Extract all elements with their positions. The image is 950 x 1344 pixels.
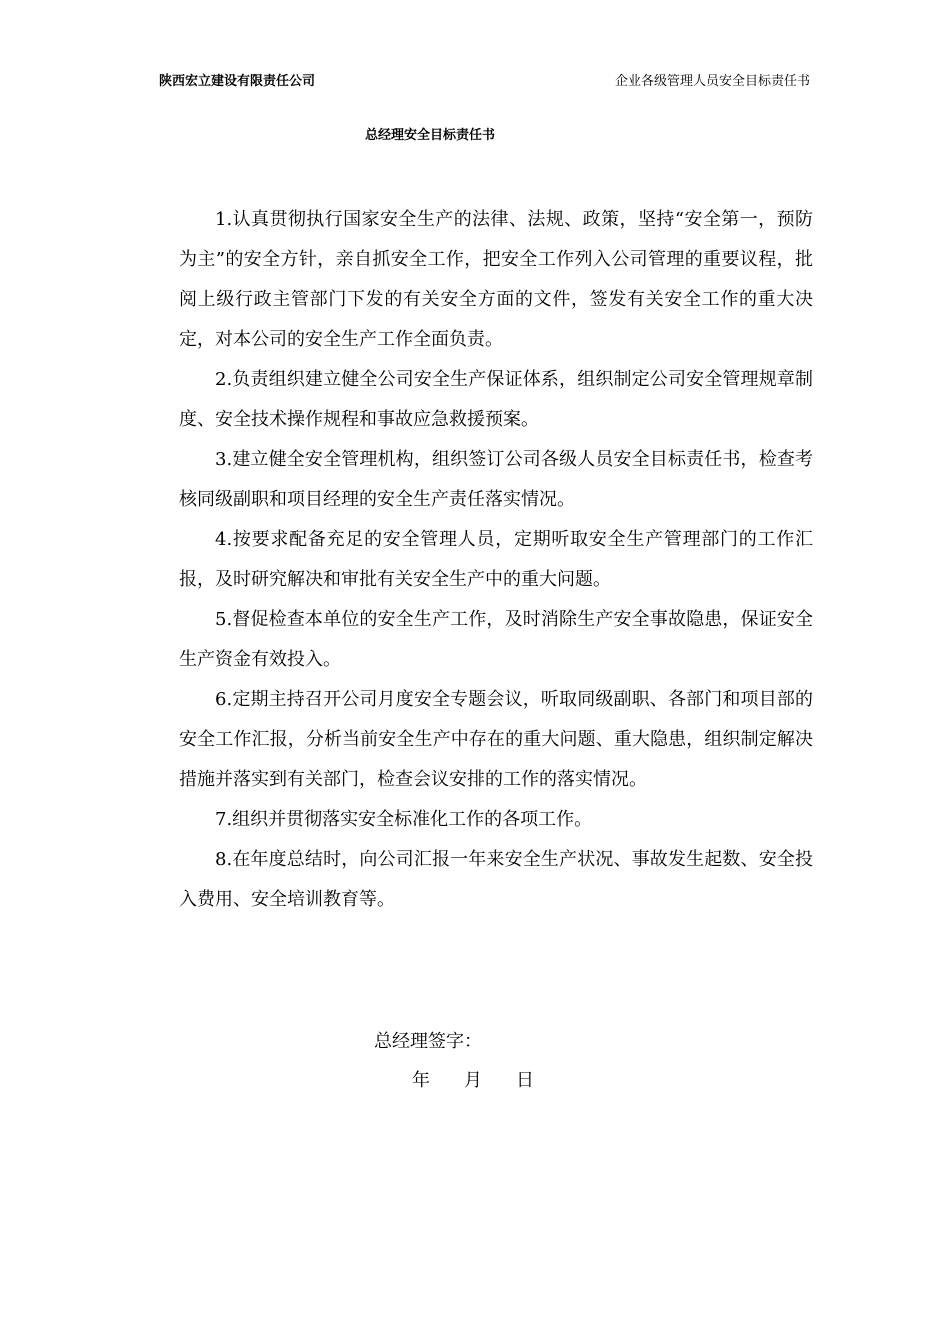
date-year: 年 bbox=[412, 1070, 430, 1091]
page-header bbox=[159, 72, 810, 96]
list-item: 4.按要求配备充足的安全管理人员，定期听取安全生产管理部门的工作汇报，及时研究解决和审批有关安全生产中的重大问题。 bbox=[179, 529, 813, 590]
list-item: 7.组织并贯彻落实安全标准化工作的各项工作。 bbox=[215, 809, 593, 830]
date-month: 月 bbox=[464, 1070, 482, 1091]
list-item: 2.负责组织建立健全公司安全生产保证体系，组织制定公司安全管理规章制度、安全技术操作规程和事故应急救援预案。 bbox=[179, 369, 813, 430]
responsibility-list bbox=[179, 200, 813, 920]
list-item: 6.定期主持召开公司月度安全专题会议，听取同级副职、各部门和项目部的安全工作汇报，分析当前安全生产中存在的重大问题、重大隐患，组织制定解决措施并落实到有关部门，检查会议安排的工作的落实情况。 bbox=[179, 689, 813, 790]
signature-date bbox=[412, 1069, 534, 1093]
document-title: 总经理安全目标责任书 bbox=[364, 128, 495, 143]
list-item: 5.督促检查本单位的安全生产工作，及时消除生产安全事故隐患，保证安全生产资金有效投入。 bbox=[179, 609, 813, 670]
list-item: 8.在年度总结时，向公司汇报一年来安全生产状况、事故发生起数、安全投入费用、安全培训教育等。 bbox=[179, 849, 813, 910]
list-item: 1.认真贯彻执行国家安全生产的法律、法规、政策，坚持“安全第一，预防为主”的安全方针，亲自抓安全工作，把安全工作列入公司管理的重要议程，批阅上级行政主管部门下发的有关安全方面的文件，签发有关安全工作的重大决定，对本公司的安全生产工作全面负责。 bbox=[179, 209, 813, 350]
date-day: 日 bbox=[516, 1070, 534, 1091]
company-name: 陕西宏立建设有限责任公司 bbox=[159, 74, 316, 89]
list-item: 3.建立健全安全管理机构，组织签订公司各级人员安全目标责任书，检查考核同级副职和项目经理的安全生产责任落实情况。 bbox=[179, 449, 813, 510]
signature-label: 总经理签字： bbox=[374, 1031, 482, 1052]
document-series-title: 企业各级管理人员安全目标责任书 bbox=[614, 74, 810, 89]
